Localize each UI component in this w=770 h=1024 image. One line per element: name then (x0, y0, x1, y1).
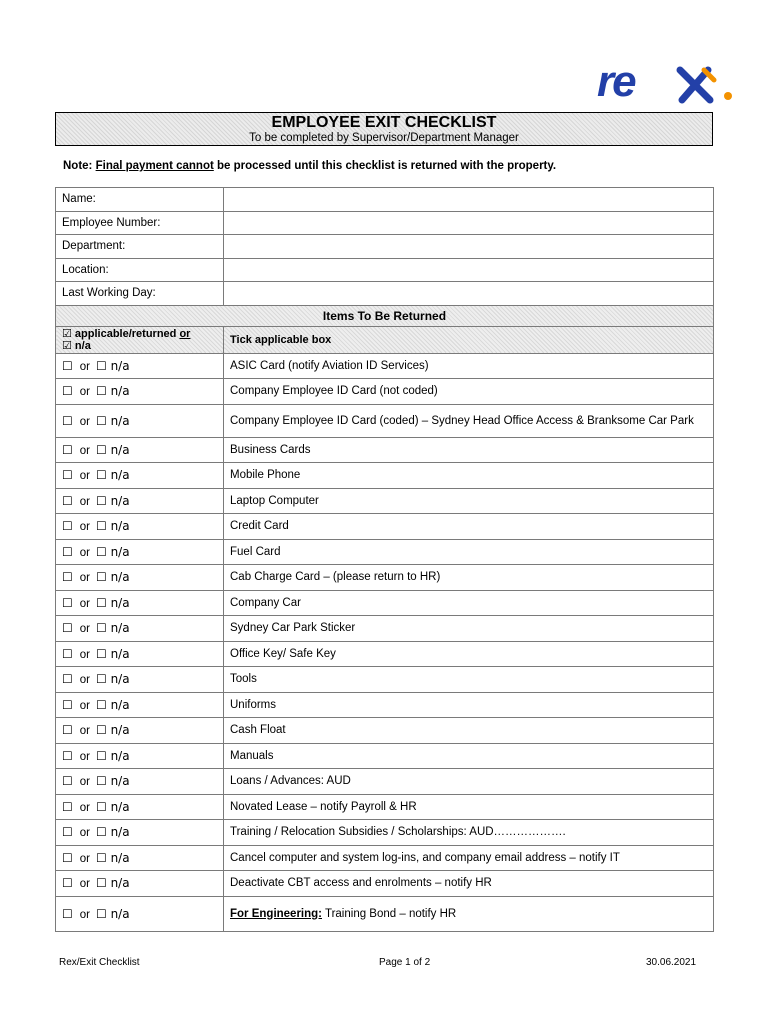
item-label: Manuals (224, 743, 714, 769)
field-row (56, 258, 714, 282)
item-row (56, 641, 714, 667)
option-cell (56, 820, 224, 846)
option-cell (56, 404, 224, 437)
or-label: or (79, 852, 90, 865)
field-value[interactable] (224, 282, 714, 306)
option-cell (56, 379, 224, 405)
item-row (56, 379, 714, 405)
na-checkbox[interactable]: ☐ n/a (96, 544, 130, 559)
or-label: or (79, 908, 90, 921)
applicable-checkbox[interactable]: ☐ (62, 825, 73, 840)
footer-page: Page 1 of 2 (379, 957, 431, 968)
or-label: or (79, 597, 90, 610)
field-label: Department: (56, 235, 224, 259)
item-label: Laptop Computer (224, 488, 714, 514)
or-label: or (79, 750, 90, 763)
applicable-checkbox[interactable]: ☐ (62, 442, 73, 457)
item-row (56, 871, 714, 897)
item-row (56, 565, 714, 591)
item-row (56, 514, 714, 540)
note-underlined: Final payment cannot (95, 160, 214, 172)
option-cell (56, 616, 224, 642)
item-label: Company Employee ID Card (not coded) (224, 379, 714, 405)
applicable-checkbox[interactable]: ☐ (62, 723, 73, 738)
applicable-checkbox[interactable]: ☐ (62, 519, 73, 534)
item-label: Business Cards (224, 437, 714, 463)
field-value[interactable] (224, 211, 714, 235)
column-header-row (56, 326, 714, 353)
or-label: or (79, 386, 90, 399)
item-label (224, 896, 714, 931)
or-label: or (79, 801, 90, 814)
option-cell (56, 641, 224, 667)
item-row-engineering (56, 896, 714, 931)
item-label: Uniforms (224, 692, 714, 718)
item-row (56, 353, 714, 379)
note-prefix: Note: (63, 160, 96, 172)
or-label: or (79, 648, 90, 661)
option-cell (56, 514, 224, 540)
item-label: Credit Card (224, 514, 714, 540)
applicable-checkbox[interactable]: ☐ (62, 774, 73, 789)
option-cell (56, 845, 224, 871)
item-label: Tools (224, 667, 714, 693)
applicable-checkbox[interactable]: ☐ (62, 468, 73, 483)
na-checkbox[interactable]: ☐ n/a (96, 519, 130, 534)
applicable-checkbox[interactable]: ☐ (62, 799, 73, 814)
or-label: or (79, 827, 90, 840)
field-label: Last Working Day: (56, 282, 224, 306)
na-checkbox[interactable]: ☐ n/a (96, 876, 130, 891)
item-label: Cab Charge Card – (please return to HR) (224, 565, 714, 591)
option-cell (56, 718, 224, 744)
option-cell (56, 743, 224, 769)
item-label: Cancel computer and system log-ins, and company email address – notify IT (224, 845, 714, 871)
field-label: Employee Number: (56, 211, 224, 235)
option-cell (56, 488, 224, 514)
engineering-text: Training Bond – notify HR (322, 907, 457, 920)
item-row (56, 404, 714, 437)
applicable-checkbox[interactable]: ☐ (62, 621, 73, 636)
na-checkbox[interactable]: ☐ n/a (96, 468, 130, 483)
title-box (55, 112, 713, 146)
na-checkbox[interactable]: ☐ n/a (96, 493, 130, 508)
applicable-checkbox[interactable]: ☐ (62, 570, 73, 585)
option-cell (56, 896, 224, 931)
column-header-status: ☑ applicable/returned or ☑ n/a (56, 326, 224, 353)
applicable-checkbox[interactable]: ☐ (62, 906, 73, 921)
item-label: Novated Lease – notify Payroll & HR (224, 794, 714, 820)
option-cell (56, 437, 224, 463)
applicable-checkbox[interactable]: ☐ (62, 697, 73, 712)
page-title: EMPLOYEE EXIT CHECKLIST (271, 114, 497, 131)
field-value[interactable] (224, 258, 714, 282)
item-label: Mobile Phone (224, 463, 714, 489)
item-label: Company Employee ID Card (coded) – Sydney Head Office Access & Branksome Car Park (224, 404, 714, 437)
na-checkbox[interactable]: ☐ n/a (96, 672, 130, 687)
note-rest: be processed until this checklist is returned with the property. (213, 160, 557, 172)
option-cell (56, 871, 224, 897)
field-row (56, 211, 714, 235)
applicable-checkbox[interactable]: ☐ (62, 876, 73, 891)
item-row (56, 437, 714, 463)
option-cell (56, 692, 224, 718)
na-checkbox[interactable]: ☐ n/a (96, 825, 130, 840)
or-label: or (79, 521, 90, 534)
engineering-label: For Engineering: (230, 907, 322, 920)
or-label: or (79, 776, 90, 789)
option-cell (56, 667, 224, 693)
rex-logo (592, 56, 742, 106)
or-label: or (79, 674, 90, 687)
field-label: Name: (56, 188, 224, 212)
applicable-checkbox[interactable]: ☐ (62, 646, 73, 661)
item-row (56, 692, 714, 718)
or-label: or (79, 572, 90, 585)
item-label: Cash Float (224, 718, 714, 744)
item-row (56, 820, 714, 846)
applicable-checkbox[interactable]: ☐ (62, 850, 73, 865)
or-label: or (79, 623, 90, 636)
field-row (56, 282, 714, 306)
item-row (56, 718, 714, 744)
or-label: or (79, 546, 90, 559)
or-label: or (79, 495, 90, 508)
na-checkbox[interactable]: ☐ n/a (96, 799, 130, 814)
note (63, 160, 556, 172)
or-label: or (79, 470, 90, 483)
item-row (56, 845, 714, 871)
item-label: Deactivate CBT access and enrolments – notify HR (224, 871, 714, 897)
option-cell (56, 353, 224, 379)
na-checkbox[interactable]: ☐ n/a (96, 774, 130, 789)
item-row (56, 769, 714, 795)
item-label: Training / Relocation Subsidies / Scholarships: AUD………………. (224, 820, 714, 846)
option-cell (56, 590, 224, 616)
item-row (56, 616, 714, 642)
applicable-checkbox[interactable]: ☐ (62, 493, 73, 508)
applicable-checkbox[interactable]: ☐ (62, 413, 73, 428)
applicable-checkbox[interactable]: ☐ (62, 544, 73, 559)
field-value[interactable] (224, 188, 714, 212)
item-row (56, 539, 714, 565)
item-row (56, 590, 714, 616)
option-cell (56, 565, 224, 591)
or-label: or (79, 360, 90, 373)
or-label: or (79, 415, 90, 428)
applicable-checkbox[interactable]: ☐ (62, 358, 73, 373)
option-cell (56, 539, 224, 565)
item-label: ASIC Card (notify Aviation ID Services) (224, 353, 714, 379)
option-cell (56, 794, 224, 820)
option-cell (56, 463, 224, 489)
footer-left: Rex/Exit Checklist (59, 957, 140, 968)
na-checkbox[interactable]: ☐ n/a (96, 358, 130, 373)
na-checkbox[interactable]: ☐ n/a (96, 646, 130, 661)
svg-text:re: re (597, 57, 635, 106)
na-checkbox[interactable]: ☐ n/a (96, 442, 130, 457)
section-title: Items To Be Returned (56, 305, 714, 326)
column-header-item: Tick applicable box (224, 326, 714, 353)
or-label: or (79, 878, 90, 891)
field-row (56, 235, 714, 259)
footer-date: 30.06.2021 (646, 957, 697, 968)
section-header-row (56, 305, 714, 326)
item-label: Sydney Car Park Sticker (224, 616, 714, 642)
applicable-checkbox[interactable]: ☐ (62, 384, 73, 399)
option-cell (56, 769, 224, 795)
applicable-checkbox[interactable]: ☐ (62, 595, 73, 610)
applicable-checkbox[interactable]: ☐ (62, 748, 73, 763)
item-row (56, 794, 714, 820)
na-checkbox[interactable]: ☐ n/a (96, 906, 130, 921)
item-row (56, 743, 714, 769)
page-subtitle: To be completed by Supervisor/Department Manager (249, 132, 519, 144)
item-row (56, 667, 714, 693)
item-row (56, 488, 714, 514)
or-label: or (79, 725, 90, 738)
na-checkbox[interactable]: ☐ n/a (96, 723, 130, 738)
item-row (56, 463, 714, 489)
na-checkbox[interactable]: ☐ n/a (96, 570, 130, 585)
exit-checklist-table (55, 187, 714, 932)
field-row (56, 188, 714, 212)
na-checkbox[interactable]: ☐ n/a (96, 413, 130, 428)
na-checkbox[interactable]: ☐ n/a (96, 697, 130, 712)
applicable-checkbox[interactable]: ☐ (62, 672, 73, 687)
item-label: Company Car (224, 590, 714, 616)
field-value[interactable] (224, 235, 714, 259)
item-label: Fuel Card (224, 539, 714, 565)
or-label: or (79, 444, 90, 457)
or-label: or (79, 699, 90, 712)
field-label: Location: (56, 258, 224, 282)
na-checkbox[interactable]: ☐ n/a (96, 850, 130, 865)
item-label: Office Key/ Safe Key (224, 641, 714, 667)
na-checkbox[interactable]: ☐ n/a (96, 595, 130, 610)
na-checkbox[interactable]: ☐ n/a (96, 621, 130, 636)
item-label: Loans / Advances: AUD (224, 769, 714, 795)
na-checkbox[interactable]: ☐ n/a (96, 384, 130, 399)
na-checkbox[interactable]: ☐ n/a (96, 748, 130, 763)
